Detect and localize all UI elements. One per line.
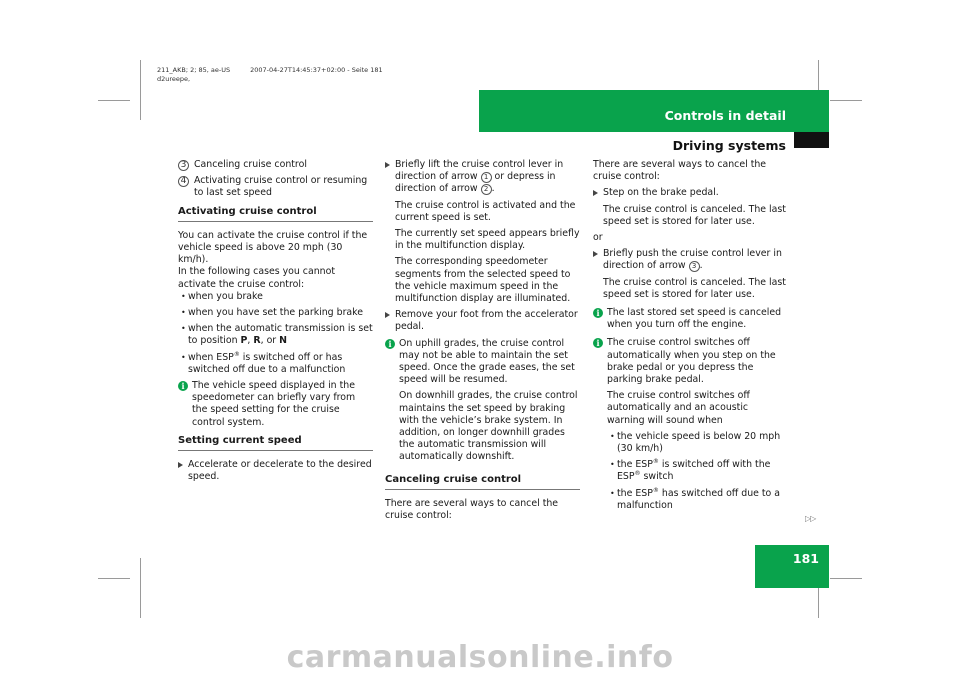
double-right-arrow-icon: ▷▷: [805, 514, 816, 523]
step-text: Accelerate or decelerate to the desired speed.: [188, 459, 372, 483]
column-3: [593, 159, 788, 518]
legend-item: [178, 175, 373, 199]
step-arrow-icon: [385, 312, 390, 318]
arrow-number-icon: 3: [689, 261, 700, 272]
list-item-text: the ESP: [617, 459, 653, 471]
info-icon: i: [385, 339, 395, 349]
gear-r: R: [253, 335, 261, 347]
paragraph: In the following cases you cannot activate the cruise control:: [178, 266, 335, 290]
crop-mark: [98, 578, 130, 579]
separator: , or: [260, 335, 277, 347]
bullet-icon: •: [610, 431, 615, 441]
list-item-text: position: [200, 335, 238, 347]
paragraph: There are several ways to cancel the cruise control:: [385, 497, 559, 522]
or-text: or: [593, 232, 603, 244]
bullet-icon: •: [181, 308, 186, 318]
registered-mark: ®: [652, 486, 659, 494]
list-item-text: the vehicle speed is below 20 mph (30 km/h): [617, 430, 781, 455]
step-text: Briefly push the cruise control lever in direction of arrow: [603, 248, 782, 272]
info-text: On downhill grades, the cruise control maintains the set speed by braking with the vehicle’s brake system. In addition, on longer downhill grades the automatic transmission will automatically downshift.: [399, 390, 578, 463]
bullet-icon: •: [610, 488, 615, 498]
arrow-number-icon: 2: [481, 184, 492, 195]
bullet-icon: •: [181, 352, 186, 362]
crop-mark: [98, 100, 130, 101]
step-item: [385, 309, 580, 333]
legend-text: Canceling cruise control: [194, 159, 307, 170]
list-item: [178, 291, 373, 303]
list-item-text: when ESP: [188, 351, 234, 363]
step-text: .: [699, 260, 703, 272]
list-item: [607, 431, 788, 455]
step-result: The corresponding speedometer segments from the selected speed to the vehicle maximum speed in the multifunction display are illuminated.: [395, 256, 571, 305]
info-text: The cruise control switches off automatically and an acoustic warning will sound when: [607, 390, 750, 426]
column-2: [385, 159, 580, 528]
legend-text: Activating cruise control or resuming to last set speed: [194, 175, 368, 199]
paragraph: There are several ways to cancel the cruise control:: [593, 159, 767, 183]
bullet-icon: •: [181, 291, 186, 301]
info-note: [593, 337, 788, 512]
subsection-title: Driving systems: [672, 138, 786, 153]
step-arrow-icon: [593, 251, 598, 257]
print-info: [157, 66, 383, 83]
gear-n: N: [279, 335, 288, 347]
step-text: Remove your foot from the accelerator pedal.: [395, 309, 578, 333]
list-item-text: when you brake: [188, 290, 263, 302]
step-arrow-icon: [385, 162, 390, 168]
step-result: The cruise control is canceled. The last speed set is stored for later use.: [603, 276, 786, 300]
list-item-text: when the automatic transmission is set to: [188, 323, 373, 347]
list-item-text: has switched off due to a malfunction: [617, 487, 781, 511]
step-text: .: [491, 183, 495, 195]
arrow-number-icon: 1: [481, 172, 492, 183]
step-item: [385, 159, 580, 305]
page-number-box: [755, 545, 829, 588]
step-item: [593, 187, 788, 228]
legend-item: [178, 159, 373, 171]
page-number: 181: [792, 551, 819, 566]
step-result: The currently set speed appears briefly in the multifunction display.: [395, 228, 580, 252]
bullet-icon: •: [610, 460, 615, 470]
list-item: [178, 352, 373, 376]
paragraph: You can activate the cruise control if the vehicle speed is above 20 mph (30 km/h).: [178, 229, 368, 266]
print-date: 2007-04-27T14:45:37+02:00 - Seite 181: [250, 66, 383, 74]
crop-mark: [140, 60, 141, 120]
legend-number-icon: 4: [178, 176, 189, 187]
info-note: [385, 338, 580, 464]
heading-canceling: Canceling cruise control: [385, 474, 580, 490]
info-icon: i: [593, 308, 603, 318]
section-title: Controls in detail: [664, 108, 786, 123]
crop-mark: [830, 578, 862, 579]
watermark: carmanualsonline.info: [286, 640, 674, 675]
step-text: Step on the brake pedal.: [603, 187, 719, 199]
info-text: On uphill grades, the cruise control may not be able to maintain the set speed. Once the grade eases, the set speed will be resumed.: [399, 337, 575, 386]
registered-mark: ®: [634, 470, 641, 478]
separator: ,: [247, 335, 251, 347]
list-item-text: is switched off with the ESP: [617, 459, 771, 483]
list-item: [607, 488, 788, 512]
gear-p: P: [240, 335, 248, 347]
list-item-text: when you have set the parking brake: [188, 307, 364, 319]
registered-mark: ®: [652, 458, 659, 466]
info-text: The vehicle speed displayed in the speedometer can briefly vary from the speed setting for the cruise control system.: [192, 380, 356, 428]
list-item-text: is switched off or has switched off due to a malfunction: [188, 351, 346, 375]
step-result: The cruise control is canceled. The last speed set is stored for later use.: [603, 203, 786, 227]
step-item: [593, 248, 788, 301]
header-black-tab: [794, 132, 829, 148]
step-item: [178, 459, 373, 483]
heading-activating: Activating cruise control: [178, 206, 373, 222]
info-text: The cruise control switches off automatically when you step on the brake pedal or you depress the parking brake pedal.: [607, 337, 776, 386]
info-text: The last stored set speed is canceled when you turn off the engine.: [607, 307, 782, 331]
column-1: [178, 159, 373, 487]
print-file: 211_AKB; 2; 85, ae-US: [157, 66, 231, 74]
bullet-icon: •: [181, 324, 186, 334]
legend-number-icon: 3: [178, 160, 189, 171]
print-user: d2ureepe,: [157, 74, 191, 83]
heading-setting-speed: Setting current speed: [178, 435, 373, 451]
step-arrow-icon: [178, 462, 183, 468]
list-item: [178, 307, 373, 319]
list-item: [178, 323, 373, 347]
step-arrow-icon: [593, 190, 598, 196]
crop-mark: [140, 558, 141, 618]
info-note: [593, 307, 788, 331]
info-icon: i: [178, 381, 188, 391]
step-text: Briefly lift the cruise control lever in direction of arrow: [395, 159, 564, 183]
step-result: The cruise control is activated and the current speed is set.: [395, 199, 576, 223]
info-note: [178, 380, 373, 429]
list-item-text: switch: [640, 471, 674, 483]
info-icon: i: [593, 338, 603, 348]
registered-mark: ®: [233, 350, 240, 358]
list-item: [607, 459, 788, 483]
list-item-text: the ESP: [617, 487, 653, 499]
crop-mark: [830, 100, 862, 101]
step-text: or depress in direction of arrow: [395, 171, 556, 195]
